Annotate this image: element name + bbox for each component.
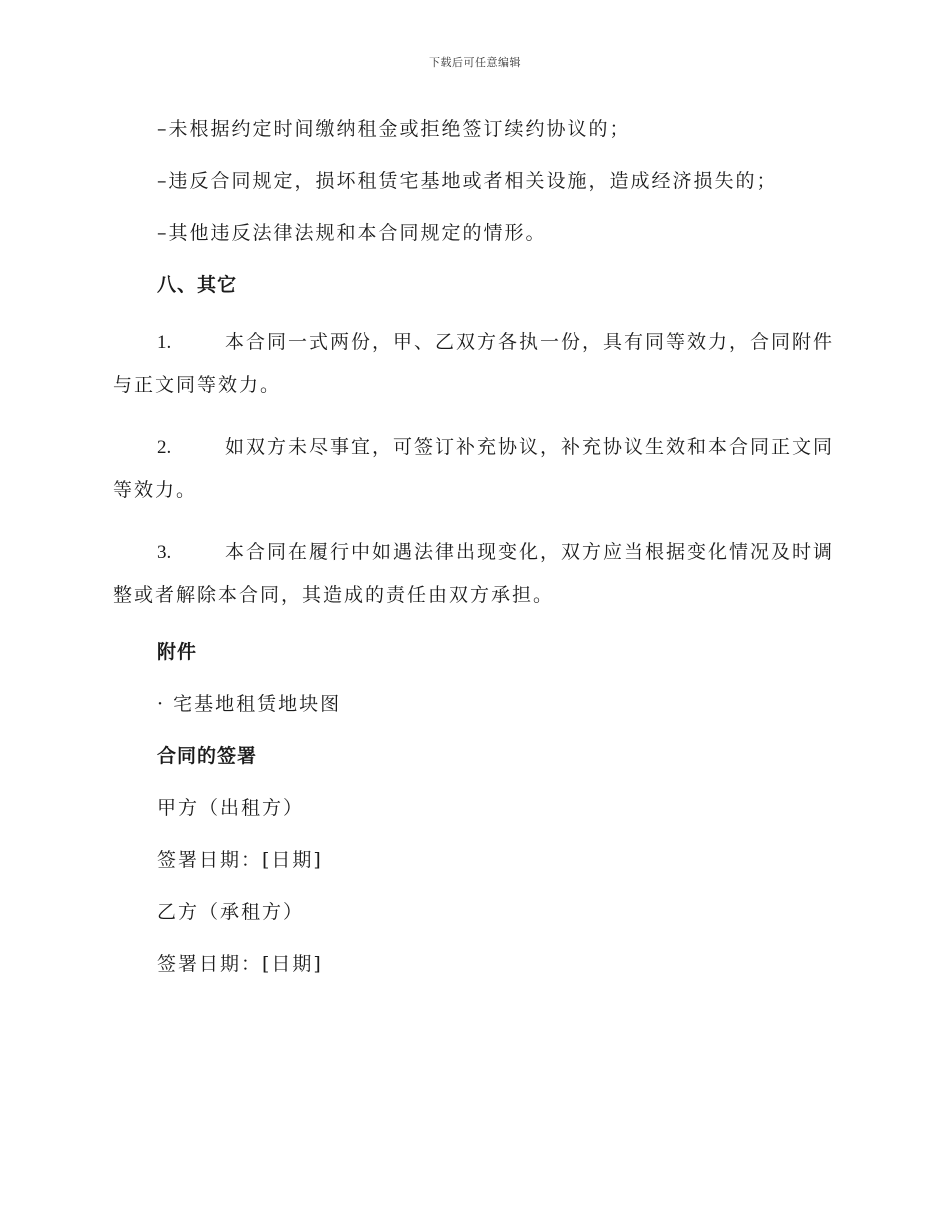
clause-number: 2.: [157, 437, 172, 458]
section-heading-signature: 合同的签署: [157, 745, 258, 767]
page-header: 下载后可任意编辑: [429, 56, 521, 69]
violation-item: –违反合同规定，损坏租赁宅基地或者相关设施，造成经济损失的；: [157, 170, 778, 192]
clause-item: [113, 426, 838, 511]
section-heading-attachments: 附件: [157, 641, 198, 663]
clause-text: 本合同一式两份，甲、乙双方各执一份，具有同等效力，合同附件与正文同等效力。: [113, 331, 835, 396]
clause-number: 3.: [157, 542, 172, 563]
violation-item: –其他违反法律法规和本合同规定的情形。: [157, 222, 547, 244]
party-a-date: 签署日期：[日期]: [157, 849, 323, 871]
section-heading-other: 八、其它: [157, 274, 238, 296]
party-a-label: 甲方（出租方）: [157, 797, 305, 819]
attachment-item: · 宅基地租赁地块图: [157, 693, 342, 715]
clause-item: [113, 531, 838, 616]
clause-number: 1.: [157, 332, 172, 353]
party-b-label: 乙方（承租方）: [157, 901, 305, 923]
clause-text: 本合同在履行中如遇法律出现变化，双方应当根据变化情况及时调整或者解除本合同，其造成的责任由双方承担。: [113, 541, 835, 606]
clause-text: 如双方未尽事宜，可签订补充协议，补充协议生效和本合同正文同等效力。: [113, 436, 835, 501]
violation-item: –未根据约定时间缴纳租金或拒绝签订续约协议的；: [157, 118, 631, 140]
party-b-date: 签署日期：[日期]: [157, 953, 323, 975]
clause-item: [113, 321, 838, 406]
document-body: [113, 113, 838, 1000]
